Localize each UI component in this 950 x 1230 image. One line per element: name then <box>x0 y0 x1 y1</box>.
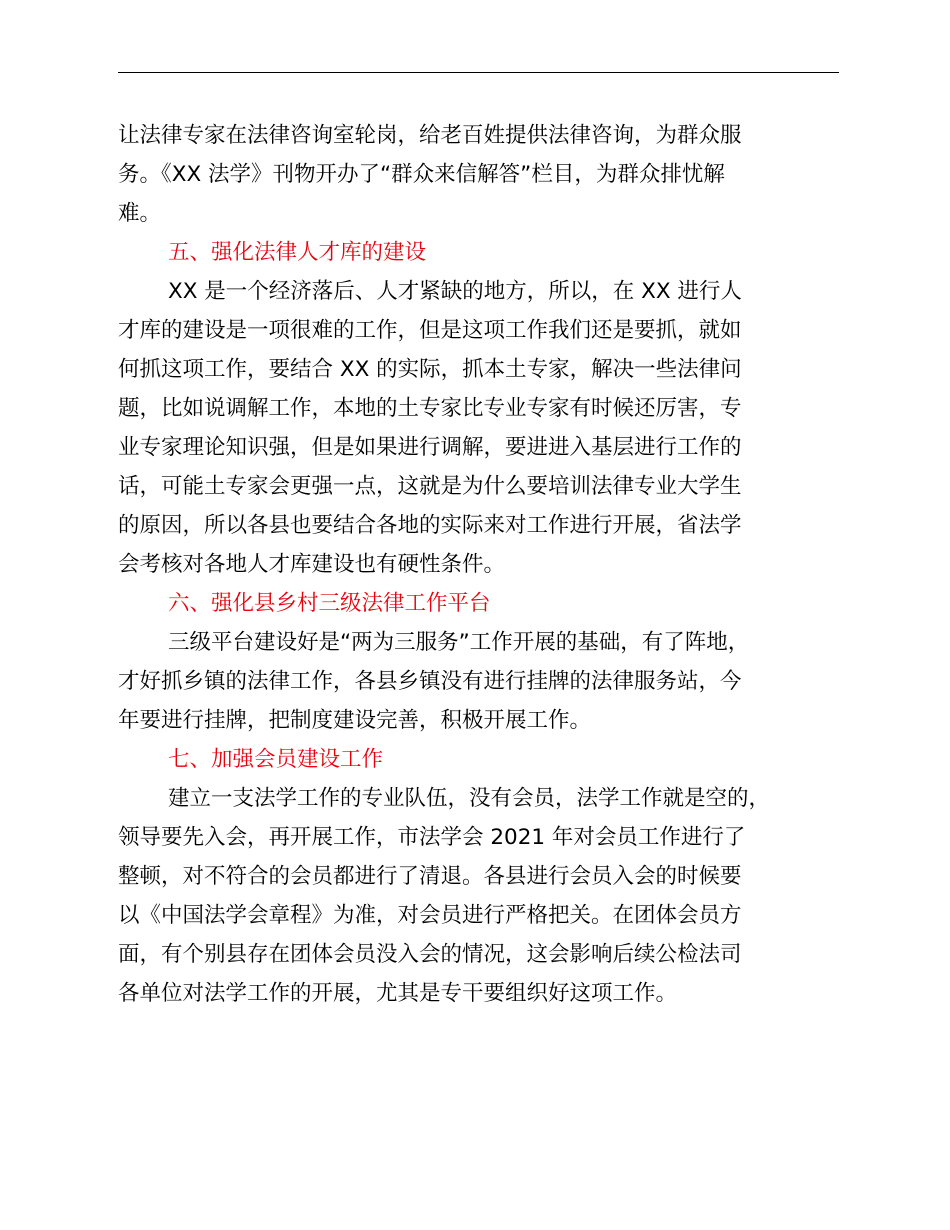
paragraph-line: 的原因，所以各县也要结合各地的实际来对工作进行开展，省法学 <box>118 513 742 538</box>
paragraph-line: 整顿，对不符合的会员都进行了清退。各县进行会员入会的时候要 <box>118 864 742 889</box>
paragraph-line: 难。 <box>118 201 162 226</box>
paragraph-line: 领导要先入会，再开展工作，市法学会 2021 年对会员工作进行了 <box>118 825 746 850</box>
paragraph-line: 建立一支法学工作的专业队伍，没有会员，法学工作就是空的， <box>168 786 771 811</box>
paragraph-line: 年要进行挂牌，把制度建设完善，积极开展工作。 <box>118 708 592 733</box>
paragraph-line: 让法律专家在法律咨询室轮岗，给老百姓提供法律咨询，为群众服 <box>118 123 742 148</box>
paragraph-line: 各单位对法学工作的开展，尤其是专干要组织好这项工作。 <box>118 981 678 1006</box>
paragraph-line: 题，比如说调解工作，本地的土专家比专业专家有时候还厉害，专 <box>118 396 742 421</box>
paragraph-line: 才库的建设是一项很难的工作，但是这项工作我们还是要抓，就如 <box>118 318 742 343</box>
section-heading: 六、强化县乡村三级法律工作平台 <box>168 591 491 616</box>
document-body <box>118 116 862 1013</box>
header-rule <box>118 72 839 73</box>
paragraph-line: 业专家理论知识强，但是如果进行调解，要进进入基层进行工作的 <box>118 435 742 460</box>
section-heading: 五、强化法律人才库的建设 <box>168 240 427 265</box>
paragraph-line: 才好抓乡镇的法律工作，各县乡镇没有进行挂牌的法律服务站，今 <box>118 669 742 694</box>
paragraph-line: XX 是一个经济落后、人才紧缺的地方，所以，在 XX 进行人 <box>168 279 742 304</box>
paragraph-line: 以《中国法学会章程》为准，对会员进行严格把关。在团体会员方 <box>118 903 742 928</box>
paragraph-line: 面，有个别县存在团体会员没入会的情况，这会影响后续公检法司 <box>118 942 742 967</box>
paragraph-line: 会考核对各地人才库建设也有硬性条件。 <box>118 552 506 577</box>
section-heading: 七、加强会员建设工作 <box>168 747 384 772</box>
paragraph-line: 何抓这项工作，要结合 XX 的实际，抓本土专家，解决一些法律问 <box>118 357 742 382</box>
paragraph-line: 务。《XX 法学》刊物开办了“群众来信解答”栏目，为群众排忧解 <box>118 162 725 187</box>
paragraph-line: 话，可能土专家会更强一点，这就是为什么要培训法律专业大学生 <box>118 474 742 499</box>
paragraph-line: 三级平台建设好是“两为三服务”工作开展的基础，有了阵地， <box>168 630 750 655</box>
